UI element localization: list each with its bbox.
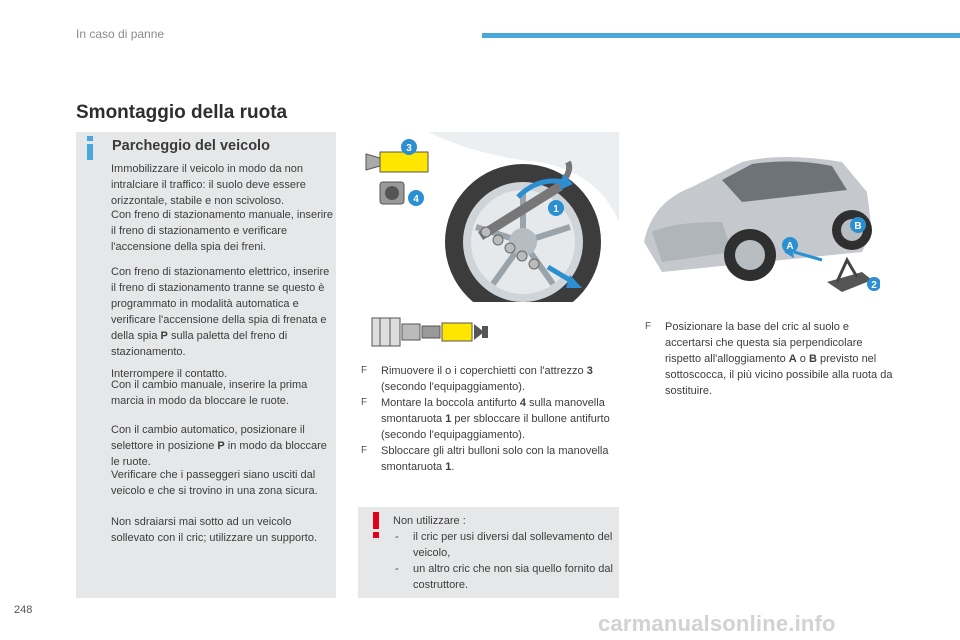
callout-4: 4 [413,194,419,205]
step-item: F Posizionare la base del cric al suolo e accertarsi che questa sia perpendicolare rispetto all'alloggiamento A o B previsto nel sottoscocca, il più vicino possibile alla ruota da sostituire. [645,321,893,397]
watermark: carmanualsonline.info [598,611,836,636]
warning-icon [371,512,381,538]
step-bullet: F [361,445,368,456]
callout-1: 1 [553,204,559,215]
callout-2: 2 [871,280,877,291]
ratchet-tool-illustration [370,312,495,352]
panel-paragraph-2: Con freno di stazionamento manuale, inserire il freno di stazionamento e verificare l'accensione della spia dei freni. [111,209,333,253]
step-item: F Montare la boccola antifurto 4 sulla manovella smontaruota 1 per sbloccare il bullone antifurto (secondo l'equipaggiamento). [361,397,610,441]
panel-paragraph-7: Verificare che i passeggeri siano usciti dal veicolo e che si trovino in una zona sicura. [111,469,318,497]
step-bullet: F [361,365,368,376]
panel-paragraph-4: Interrompere il contatto. [111,368,228,380]
car-jack-illustration [632,132,880,302]
section-header: In caso di panne [76,27,165,41]
panel-title: Parcheggio del veicolo [112,138,270,154]
warning-item: - un altro cric che non sia quello fornito dal costruttore. [395,563,613,591]
panel-paragraph-1: Immobilizzare il veicolo in modo da non intralciare il traffico: il suolo deve essere orizzontale, stabile e non scivoloso. [111,163,306,207]
info-icon [83,136,97,160]
panel-paragraph-5: Con il cambio manuale, inserire la prima marcia in modo da bloccare le ruote. [111,379,308,407]
wheel-tools-illustration [358,132,619,302]
jack-step [645,319,897,399]
callout-3: 3 [406,143,412,154]
warning-item: - il cric per usi diversi dal sollevamento del veicolo, [395,531,613,559]
steps-list [361,363,621,475]
step-bullet: F [361,397,368,408]
panel-paragraph-3: Con freno di stazionamento elettrico, inserire il freno di stazionamento tranne se questo è programmato in modalità automatica e verificare l'accensione della spia di frenata e della spia P sulla paletta del freno di stazionamento. [111,266,330,358]
header-accent-bar [482,33,960,38]
step-item: F Rimuovere il o i coperchietti con l'attrezzo 3 (secondo l'equipaggiamento). [361,365,593,393]
page-number: 248 [14,604,33,616]
page-title: Smontaggio della ruota [76,102,288,123]
warning-intro: Non utilizzare : [393,515,466,527]
step-bullet: F [645,321,652,332]
panel-paragraph-8: Non sdraiarsi mai sotto ad un veicolo sollevato con il cric; utilizzare un supporto. [111,516,318,544]
callout-A: A [786,241,794,252]
warning-text [393,513,613,593]
step-item: F Sbloccare gli altri bulloni solo con la manovella smontaruota 1. [361,445,609,473]
callout-B: B [854,221,862,232]
panel-paragraph-6: Con il cambio automatico, posizionare il selettore in posizione P in modo da bloccare le ruote. [111,424,327,468]
